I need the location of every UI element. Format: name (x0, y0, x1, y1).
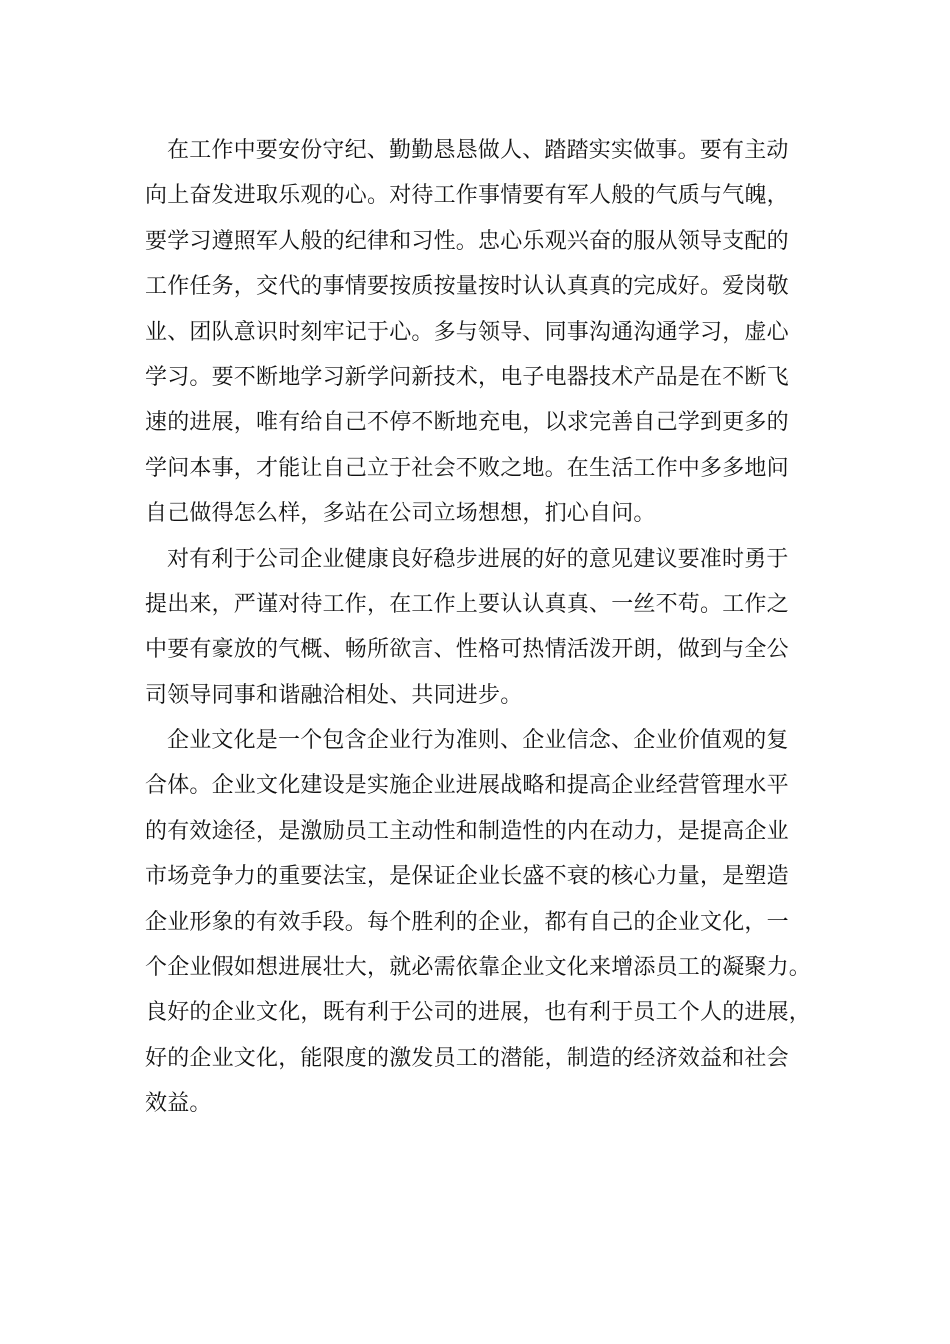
paragraph-line: 业、团队意识时刻牢记于心。多与领导、同事沟通沟通学习，虚心 (145, 319, 789, 345)
paragraph-line: 对有利于公司企业健康良好稳步进展的好的意见建议要准时勇于 (167, 546, 789, 572)
document-body (145, 128, 815, 1127)
paragraph-line: 向上奋发进取乐观的心。对待工作事情要有军人般的气质与气魄， (145, 183, 789, 209)
paragraph-line: 自己做得怎么样，多站在公司立场想想，扪心自问。 (145, 501, 656, 527)
paragraph-line: 企业文化是一个包含企业行为准则、企业信念、企业价值观的复 (167, 728, 789, 754)
paragraph-line: 速的进展，唯有给自己不停不断地充电，以求完善自己学到更多的 (145, 410, 789, 436)
paragraph-line: 在工作中要安份守纪、勤勤恳恳做人、踏踏实实做事。要有主动 (167, 138, 789, 163)
paragraph-line: 司领导同事和谐融洽相处、共同进步。 (145, 682, 523, 708)
paragraph-line: 的有效途径，是激励员工主动性和制造性的内在动力，是提高企业 (145, 818, 789, 844)
paragraph-3 (145, 718, 815, 1127)
paragraph-line: 学问本事，才能让自己立于社会不败之地。在生活工作中多多地问 (145, 455, 789, 481)
paragraph-1 (145, 128, 815, 537)
paragraph-2 (145, 537, 815, 719)
paragraph-line: 工作任务，交代的事情要按质按量按时认认真真的完成好。爱岗敬 (145, 274, 789, 300)
paragraph-line: 提出来，严谨对待工作，在工作上要认认真真、一丝不苟。工作之 (145, 591, 789, 617)
paragraph-line: 良好的企业文化，既有利于公司的进展，也有利于员工个人的进展， (145, 1000, 812, 1026)
paragraph-line: 个企业假如想进展壮大，就必需依靠企业文化来增添员工的凝聚力。 (145, 955, 812, 981)
paragraph-line: 要学习遵照军人般的纪律和习性。忠心乐观兴奋的服从领导支配的 (145, 228, 789, 254)
paragraph-line: 市场竞争力的重要法宝，是保证企业长盛不衰的核心力量，是塑造 (145, 864, 789, 890)
paragraph-line: 效益。 (145, 1091, 212, 1117)
paragraph-line: 好的企业文化，能限度的激发员工的潜能，制造的经济效益和社会 (145, 1045, 789, 1071)
paragraph-line: 中要有豪放的气概、畅所欲言、性格可热情活泼开朗，做到与全公 (145, 637, 789, 663)
paragraph-line: 合体。企业文化建设是实施企业进展战略和提高企业经营管理水平 (145, 773, 789, 799)
paragraph-line: 学习。要不断地学习新学问新技术，电子电器技术产品是在不断飞 (145, 364, 789, 390)
paragraph-line: 企业形象的有效手段。每个胜利的企业，都有自己的企业文化，一 (145, 909, 789, 935)
